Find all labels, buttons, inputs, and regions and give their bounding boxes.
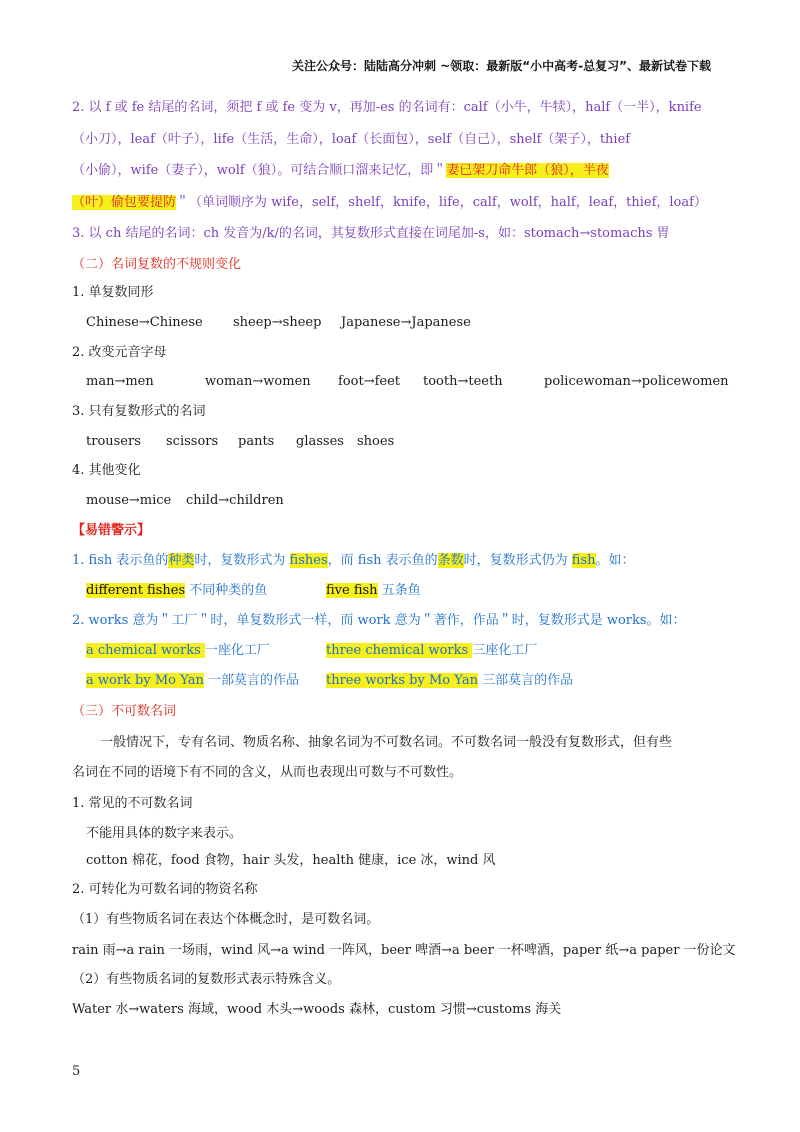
mnemonic-highlight-2: （叶）偷包要提防 (72, 195, 177, 210)
warning-line1-seg: ，而 fish 表示鱼的 (327, 553, 438, 568)
example-highlight: a work by Mo Yan (86, 673, 204, 688)
irregular-s2-item: man→men (86, 374, 154, 389)
example-translation: 三座化工厂 (472, 643, 538, 658)
example-highlight: a chemical works (86, 643, 205, 658)
irregular-s4-item: child→children (186, 493, 284, 508)
warning-example-3a (86, 671, 299, 691)
warning-example-1a (86, 581, 267, 601)
mnemonic-highlight-1: 妻已架刀命牛郎（狼），半夜 (446, 163, 609, 178)
page-header: 关注公众号：陆陆高分冲刺 ~领取：最新版“小中高考-总复习”、最新试卷下载 (292, 59, 711, 73)
warning-line1-seg: 时，复数形式仍为 (463, 553, 572, 568)
example-highlight: different fishes (86, 583, 186, 598)
warning-line1-seg: 1. fish 表示鱼的 (72, 553, 169, 568)
item2-line3 (72, 161, 609, 181)
irregular-s4-item: mouse→mice (86, 493, 172, 508)
uncountable-s2-p1-examples: rain 雨→a rain 一场雨，wind 风→a wind 一阵风，beer 啤酒→a beer 一杯啤酒，paper 纸→a paper 一份论文 (72, 943, 736, 958)
irregular-s3-item: scissors (166, 434, 219, 449)
warning-highlight: fishes (289, 553, 328, 568)
irregular-s3-title: 3. 只有复数形式的名词 (72, 404, 206, 419)
irregular-s3-item: trousers (86, 434, 141, 449)
uncountable-s2-p2-examples: Water 水→waters 海域，wood 木头→woods 森林，custom 习惯→customs 海关 (72, 1002, 562, 1017)
warning-highlight: fish (571, 553, 596, 568)
warning-highlight: 条数 (437, 553, 464, 568)
example-translation: 一部莫言的作品 (203, 673, 299, 688)
example-translation: 一座化工厂 (204, 643, 270, 658)
warning-line1 (72, 551, 635, 571)
item2-line3-text: （小偷），wife（妻子），wolf（狼）。可结合顺口溜来记忆，即＂ (72, 163, 447, 178)
item3-text: 3. 以 ch 结尾的名词：ch 发音为/k/的名词，其复数形式直接在词尾加-s，如：stomach→stomachs 胃 (72, 226, 670, 241)
item2-line4 (72, 193, 707, 213)
irregular-s3-item: pants (238, 434, 275, 449)
irregular-s3-item: shoes (357, 434, 395, 449)
warning-highlight: 种类 (168, 553, 195, 568)
section3-title: （三）不可数名词 (72, 704, 177, 719)
warning-line1-seg: 。如： (595, 553, 635, 568)
page-number: 5 (72, 1064, 81, 1079)
irregular-s2-item: tooth→teeth (423, 374, 503, 389)
irregular-s3-item: glasses (296, 434, 344, 449)
uncountable-s1-title: 1. 常见的不可数名词 (72, 796, 193, 811)
irregular-s2-title: 2. 改变元音字母 (72, 345, 167, 360)
uncountable-s2-p1: （1）有些物质名词在表达个体概念时，是可数名词。 (72, 912, 380, 927)
section2-title: （二）名词复数的不规则变化 (72, 257, 242, 272)
uncountable-s1-examples: cotton 棉花，food 食物，hair 头发，health 健康，ice 冰，wind 风 (86, 853, 496, 868)
warning-example-3b (326, 671, 573, 691)
warning-example-2a (86, 641, 270, 661)
irregular-s1-item: Chinese→Chinese (86, 315, 203, 330)
uncountable-s2-p2: （2）有些物质名词的复数形式表示特殊含义。 (72, 972, 341, 987)
uncountable-s2-title: 2. 可转化为可数名词的物资名称 (72, 882, 258, 897)
example-highlight: three works by Mo Yan (326, 673, 478, 688)
warning-line2: 2. works 意为＂工厂＂时，单复数形式一样，而 work 意为＂著作，作品＂时，复数形式是 works。如： (72, 613, 686, 628)
item2-line2: （小刀），leaf（叶子），life（生活，生命），loaf（长面包），self（自己），shelf（架子），thief (72, 132, 631, 147)
irregular-s1-item: Japanese→Japanese (341, 315, 471, 330)
warning-example-2b (326, 641, 537, 661)
example-highlight: three chemical works (326, 643, 473, 658)
section3-para-line1: 一般情况下，专有名词、物质名称、抽象名词为不可数名词。不可数名词一般没有复数形式，但有些 (100, 735, 673, 750)
item2-line1: 2. 以 f 或 fe 结尾的名词，须把 f 或 fe 变为 v，再加-es 的名词有：calf（小牛，牛犊），half（一半），knife (72, 100, 702, 115)
irregular-s1-item: sheep→sheep (233, 315, 322, 330)
example-highlight: five fish (326, 583, 378, 598)
irregular-s4-title: 4. 其他变化 (72, 463, 141, 478)
example-translation: 三部莫言的作品 (477, 673, 574, 688)
irregular-s1-title: 1. 单复数同形 (72, 285, 154, 300)
irregular-s2-item: woman→women (205, 374, 311, 389)
item2-line4-text: ＂（单词顺序为 wife，self，shelf，knife，life，calf，wolf，half，leaf，thief，loaf） (176, 195, 707, 210)
warning-title: 【易错警示】 (72, 523, 151, 538)
irregular-s2-item: foot→feet (338, 374, 401, 389)
example-translation: 不同种类的鱼 (185, 583, 268, 598)
example-translation: 五条鱼 (377, 583, 421, 598)
warning-example-1b (326, 581, 421, 601)
irregular-s2-item: policewoman→policewomen (544, 374, 729, 389)
warning-line1-seg: 时，复数形式为 (194, 553, 290, 568)
section3-para-line2: 名词在不同的语境下有不同的含义，从而也表现出可数与不可数性。 (72, 765, 463, 780)
uncountable-s1-desc: 不能用具体的数字来表示。 (86, 826, 243, 841)
